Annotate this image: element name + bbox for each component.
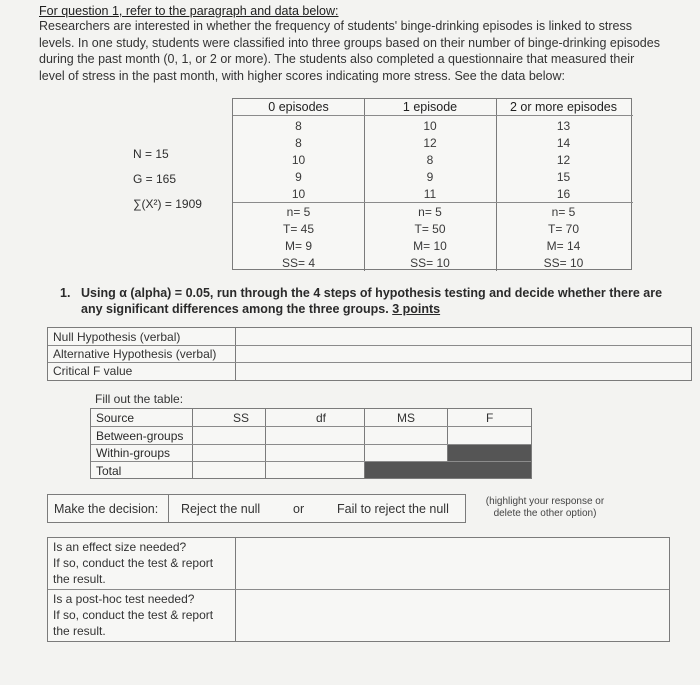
- stat-g: G = 165: [133, 172, 177, 186]
- column-divider: [168, 495, 169, 522]
- followup-line: If so, conduct the test & report: [53, 556, 214, 570]
- summary-cell: T= 70: [547, 222, 580, 236]
- decision-box: [47, 494, 466, 523]
- summary-cell: M= 14: [546, 239, 581, 253]
- score-cell: 12: [423, 136, 437, 150]
- score-cell: 9: [295, 170, 302, 184]
- ms-header: MS: [397, 411, 415, 425]
- data-table: [232, 98, 632, 270]
- summary-cell: T= 45: [282, 222, 315, 236]
- intro-line: Researchers are interested in whether the frequency of students' binge-drinking episodes is linked to stress: [39, 19, 632, 33]
- between-groups-label: Between-groups: [96, 429, 184, 443]
- followup-line: If so, conduct the test & report: [53, 608, 214, 622]
- anova-instruction: Fill out the table:: [95, 392, 184, 406]
- score-cell: 13: [556, 119, 571, 133]
- score-cell: 14: [556, 136, 571, 150]
- summary-cell: n= 5: [286, 205, 311, 219]
- score-cell: 11: [423, 187, 437, 201]
- highlight-instruction: [474, 496, 616, 520]
- intro-line: during the past month (0, 1, or 2 or more). The students also completed a questionnaire that measured their: [39, 52, 635, 66]
- column-header: 0 episodes: [268, 100, 329, 114]
- reject-null-option[interactable]: Reject the null: [181, 502, 261, 516]
- score-cell: 12: [556, 153, 571, 167]
- df-header: df: [316, 411, 327, 425]
- shaded-cell: [365, 462, 531, 478]
- score-cell: 9: [426, 170, 434, 184]
- null-hypothesis-answer-cell[interactable]: [236, 328, 691, 345]
- note-line: delete the other option): [493, 508, 597, 519]
- decision-label: Make the decision:: [54, 502, 159, 516]
- followup-line: Is a post-hoc test needed?: [53, 592, 195, 606]
- stat-sum-x-squared: ∑(X²) = 1909: [133, 197, 202, 211]
- within-groups-label: Within-groups: [96, 446, 171, 460]
- hypothesis-table: [47, 327, 692, 381]
- critical-f-label: Critical F value: [53, 364, 133, 378]
- followup-line: the result.: [53, 572, 106, 586]
- post-hoc-answer-cell[interactable]: [236, 590, 669, 641]
- anova-table: [90, 408, 532, 479]
- column-header: 1 episode: [402, 100, 458, 114]
- column-0-episodes: [233, 99, 364, 269]
- null-hypothesis-label: Null Hypothesis (verbal): [53, 330, 181, 344]
- summary-cell: SS= 10: [543, 256, 584, 270]
- intro-line: levels. In one study, students were classified into three groups based on their number of binge-drinking episodes: [39, 35, 660, 50]
- or-text: or: [293, 502, 305, 516]
- score-cell: 16: [556, 187, 571, 201]
- column-header: 2 or more episodes: [509, 100, 617, 114]
- row-divider: [91, 426, 531, 427]
- total-label: Total: [96, 464, 122, 478]
- score-cell: 8: [295, 136, 302, 150]
- shaded-cell: [448, 445, 531, 461]
- followup-table: [47, 537, 670, 642]
- summary-cell: T= 50: [414, 222, 446, 236]
- score-cell: 15: [556, 170, 571, 184]
- followup-line: the result.: [53, 624, 106, 638]
- column-2-or-more-episodes: [496, 99, 631, 269]
- score-cell: 10: [423, 119, 437, 133]
- question-number: 1.: [60, 286, 71, 300]
- f-header: F: [486, 411, 494, 425]
- summary-cell: n= 5: [551, 205, 576, 219]
- post-hoc-question: [53, 591, 213, 639]
- summary-cell: SS= 10: [410, 256, 450, 270]
- source-header: Source: [96, 411, 135, 425]
- score-cell: 8: [426, 153, 434, 167]
- question-heading: For question 1, refer to the paragraph and data below:: [39, 4, 339, 18]
- alternative-hypothesis-label: Alternative Hypothesis (verbal): [53, 347, 217, 361]
- effect-size-answer-cell[interactable]: [236, 538, 669, 589]
- intro-paragraph: [39, 18, 679, 84]
- alternative-hypothesis-answer-cell[interactable]: [236, 346, 691, 362]
- followup-line: Is an effect size needed?: [53, 540, 187, 554]
- score-cell: 10: [291, 153, 306, 167]
- question-text: Using α (alpha) = 0.05, run through the 4 steps of hypothesis testing and decide whether there are any significant differences among the three groups.: [81, 286, 663, 316]
- fail-to-reject-option[interactable]: Fail to reject the null: [337, 502, 449, 516]
- summary-cell: M= 10: [413, 239, 447, 253]
- summary-cell: SS= 4: [281, 256, 316, 270]
- question-points: 3 points: [392, 302, 441, 316]
- column-1-episode: [364, 99, 496, 269]
- summary-cell: M= 9: [284, 239, 312, 253]
- summary-cell: n= 5: [418, 205, 442, 219]
- critical-f-answer-cell[interactable]: [236, 363, 691, 380]
- intro-line: level of stress in the past month, with higher scores indicating more stress. See the data below:: [39, 68, 565, 83]
- ss-header: SS: [233, 411, 250, 425]
- score-cell: 8: [295, 119, 302, 133]
- score-cell: 10: [291, 187, 306, 201]
- stat-n: N = 15: [133, 147, 169, 161]
- note-line: (highlight your response or: [485, 496, 605, 507]
- question-text-block: [81, 285, 681, 317]
- effect-size-question: [53, 539, 213, 587]
